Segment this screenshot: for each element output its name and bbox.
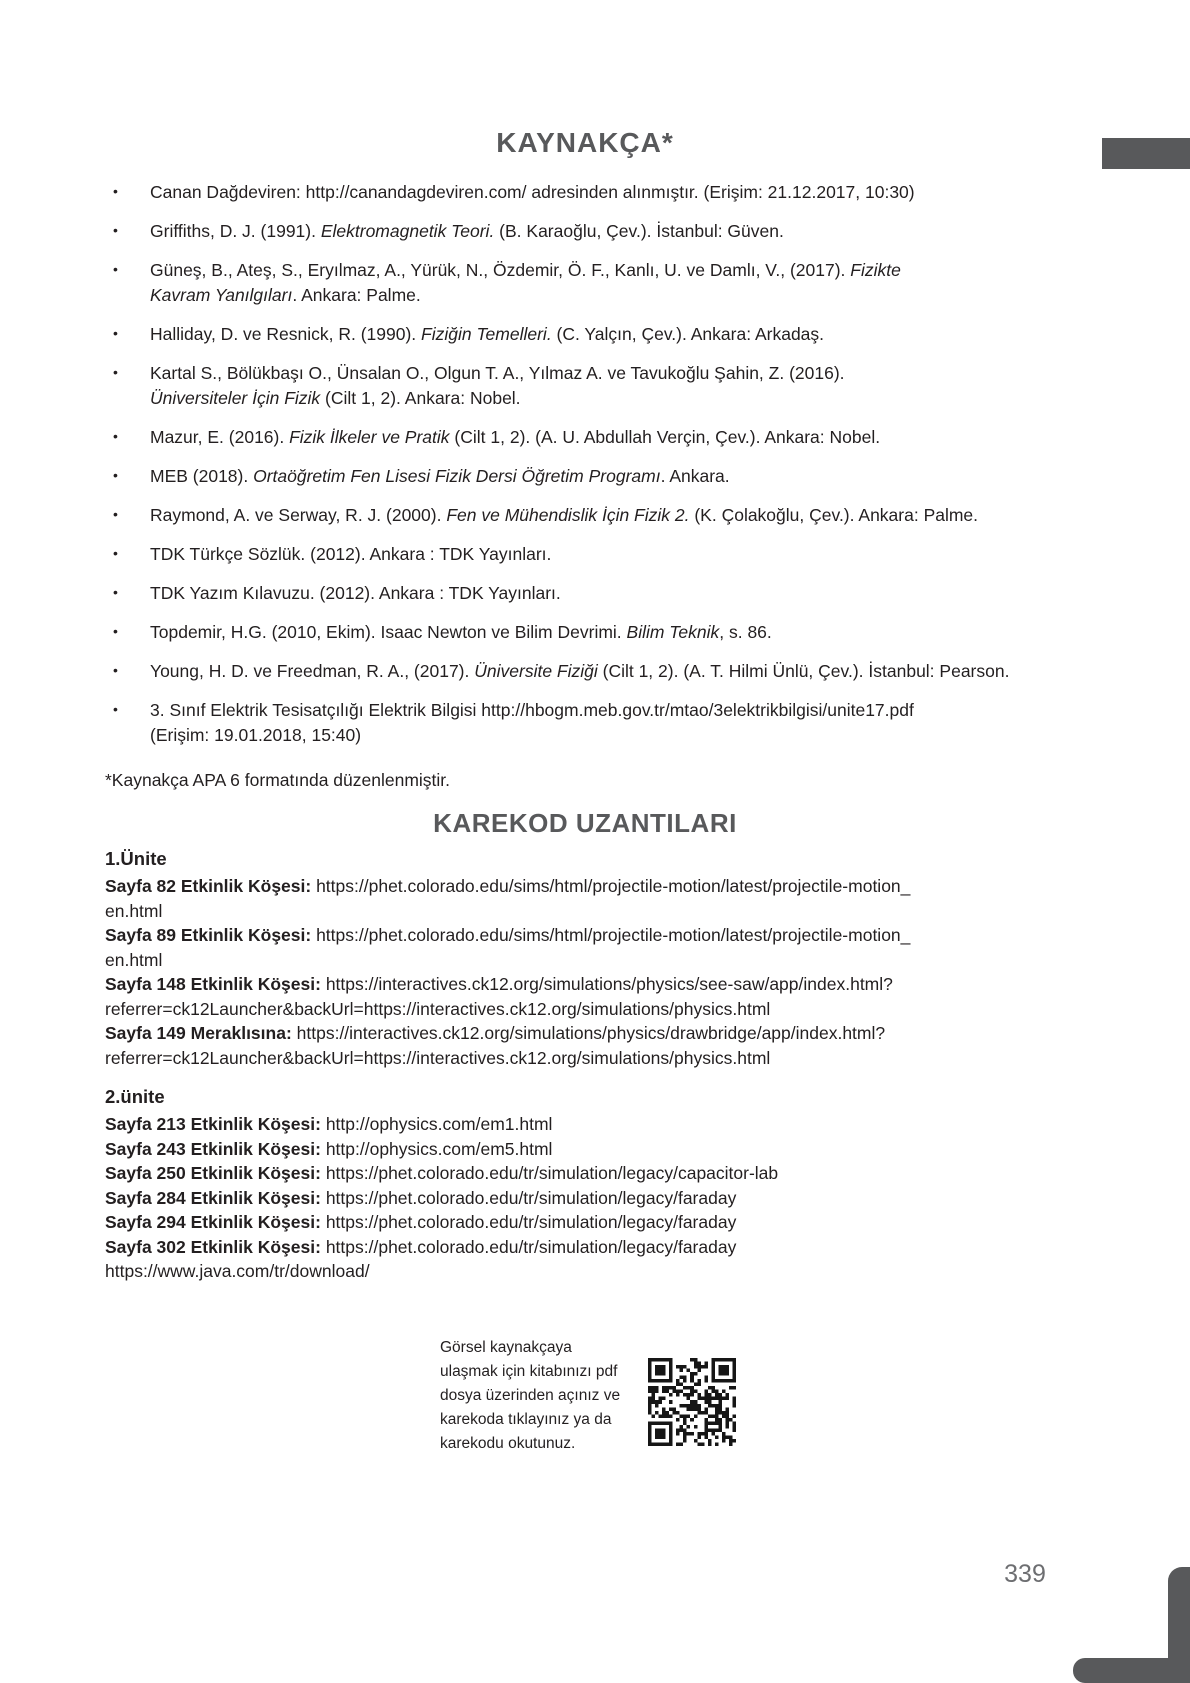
karekod-entry-url: en.html: [105, 900, 163, 921]
reference-item: [105, 503, 1065, 528]
karekod-entry-label: Sayfa 294 Etkinlik Köşesi:: [105, 1212, 326, 1232]
karekod-entry-label: Sayfa 89 Etkinlik Köşesi:: [105, 925, 317, 945]
karekod-heading: KAREKOD UZANTILARI: [433, 808, 737, 838]
reference-text: Mazur, E. (2016). Fizik İlkeler ve Pratik (Cilt 1, 2). (A. U. Abdullah Verçin, Çev.). Ankara: Nobel.: [150, 427, 881, 447]
karekod-entry-url: https://phet.colorado.edu/sims/html/projectile-motion/latest/projectile-motion_: [316, 876, 911, 896]
karekod-entry-url: https://phet.colorado.edu/sims/html/projectile-motion/latest/projectile-motion_: [316, 925, 911, 945]
qr-instruction-line: karekoda tıklayınız ya da: [440, 1411, 612, 1428]
reference-text: TDK Yazım Kılavuzu. (2012). Ankara : TDK Yayınları.: [150, 583, 561, 603]
reference-text: Halliday, D. ve Resnick, R. (1990). Fiziğin Temelleri. (C. Yalçın, Çev.). Ankara: Arkadaş.: [150, 324, 825, 344]
karekod-entry-continuation: [105, 899, 1065, 924]
karekod-entry-url: referrer=ck12Launcher&backUrl=https://interactives.ck12.org/simulations/physics.html: [105, 1047, 771, 1068]
karekod-section-title: 2.ünite: [105, 1086, 165, 1107]
karekod-entry-label: Sayfa 302 Etkinlik Köşesi:: [105, 1236, 326, 1257]
karekod-entry: [105, 1259, 1065, 1284]
qr-code-svg: [648, 1358, 736, 1446]
bullet-icon: •: [113, 222, 118, 238]
qr-code[interactable]: [648, 1358, 736, 1446]
qr-instruction-text: [440, 1336, 636, 1456]
reference-item: [105, 659, 1065, 684]
bullet-icon: •: [113, 506, 118, 522]
bullet-icon: •: [113, 183, 118, 199]
references-list: [105, 180, 1065, 748]
bottom-corner-tab-horizontal: [1073, 1658, 1190, 1683]
reference-text: 3. Sınıf Elektrik Tesisatçılığı Elektrik Bilgisi http://hbogm.meb.gov.tr/mtao/3elektrikbilgisi/unite17.pdf (Erişim: 19.01.2018, 15:40): [150, 700, 914, 745]
karekod-entry-label: Sayfa 243 Etkinlik Köşesi:: [105, 1138, 326, 1159]
reference-item: [105, 180, 1065, 205]
karekod-section: [105, 846, 1065, 1070]
bullet-icon: •: [113, 623, 118, 639]
karekod-entry-url: http://ophysics.com/em5.html: [325, 1138, 553, 1159]
reference-item: [105, 219, 1065, 244]
bullet-icon: •: [113, 467, 118, 483]
karekod-entry: [105, 1112, 1065, 1137]
page-title: KAYNAKÇA*: [496, 127, 674, 158]
karekod-entry: [105, 1186, 1065, 1211]
bullet-icon: •: [113, 701, 118, 717]
karekod-entry-url: https://phet.colorado.edu/tr/simulation/legacy/capacitor-lab: [325, 1163, 779, 1183]
karekod-entry-url: http://ophysics.com/em1.html: [325, 1114, 553, 1134]
bullet-icon: •: [113, 584, 118, 600]
karekod-sections: [105, 846, 1065, 1284]
main-content: [105, 128, 1065, 1284]
karekod-entry: [105, 1210, 1065, 1235]
karekod-entry-url: https://www.java.com/tr/download/: [105, 1261, 370, 1281]
karekod-entry-url: https://phet.colorado.edu/tr/simulation/legacy/faraday: [325, 1187, 737, 1208]
karekod-entry-url: https://interactives.ck12.org/simulations/physics/see-saw/app/index.html?: [325, 974, 893, 994]
karekod-section-title: 1.Ünite: [105, 848, 167, 869]
qr-instruction-line: ulaşmak için kitabınızı pdf: [440, 1363, 618, 1380]
bullet-icon: •: [113, 428, 118, 444]
karekod-entry-url: en.html: [105, 949, 163, 970]
bullet-icon: •: [113, 545, 118, 561]
bullet-icon: •: [113, 261, 118, 277]
karekod-entry-label: Sayfa 250 Etkinlik Köşesi:: [105, 1163, 326, 1183]
reference-item: [105, 581, 1065, 606]
karekod-entry-url: https://phet.colorado.edu/tr/simulation/legacy/faraday: [325, 1236, 737, 1257]
reference-item: [105, 425, 1065, 450]
reference-item: [105, 620, 1065, 645]
karekod-entry-continuation: [105, 1046, 1065, 1071]
karekod-entry-label: Sayfa 213 Etkinlik Köşesi:: [105, 1114, 326, 1134]
karekod-entry-label: Sayfa 149 Meraklısına:: [105, 1023, 297, 1043]
reference-item: [105, 542, 1065, 567]
chapter-edge-tab: [1102, 138, 1190, 169]
apa-footnote: *Kaynakça APA 6 formatında düzenlenmiştir.: [105, 770, 451, 790]
karekod-entry: [105, 923, 1065, 948]
bullet-icon: •: [113, 325, 118, 341]
karekod-entry: [105, 874, 1065, 899]
reference-text: Young, H. D. ve Freedman, R. A., (2017). Üniversite Fiziği (Cilt 1, 2). (A. T. Hilmi Ünlü, Çev.). İstanbul: Pearson.: [150, 661, 1010, 681]
karekod-entry-label: Sayfa 82 Etkinlik Köşesi:: [105, 876, 317, 896]
karekod-entry: [105, 1021, 1065, 1046]
reference-text: Griffiths, D. J. (1991). Elektromagnetik Teori. (B. Karaoğlu, Çev.). İstanbul: Güven.: [150, 221, 784, 241]
karekod-entry-label: Sayfa 284 Etkinlik Köşesi:: [105, 1187, 326, 1208]
karekod-entry-label: Sayfa 148 Etkinlik Köşesi:: [105, 974, 326, 994]
qr-instruction-line: karekodu okutunuz.: [440, 1435, 576, 1452]
karekod-entry-url: referrer=ck12Launcher&backUrl=https://interactives.ck12.org/simulations/physics.html: [105, 998, 771, 1019]
reference-text: Kartal S., Bölükbaşı O., Ünsalan O., Olgun T. A., Yılmaz A. ve Tavukoğlu Şahin, Z. (2016). Üniversiteler İçin Fizik (Cilt 1, 2). Ankara: Nobel.: [150, 363, 845, 408]
karekod-entry-continuation: [105, 948, 1065, 973]
karekod-entry: [105, 1137, 1065, 1162]
qr-instruction-line: Görsel kaynakçaya: [440, 1339, 572, 1356]
karekod-entry-url: https://interactives.ck12.org/simulations/physics/drawbridge/app/index.html?: [296, 1023, 886, 1043]
page-number: 339: [1004, 1560, 1046, 1588]
reference-item: [105, 322, 1065, 347]
reference-text: Canan Dağdeviren: http://canandagdeviren.com/ adresinden alınmıştır. (Erişim: 21.12.2017, 10:30): [150, 182, 915, 202]
karekod-entry-url: https://phet.colorado.edu/tr/simulation/legacy/faraday: [325, 1212, 737, 1232]
reference-item: [105, 464, 1065, 489]
karekod-entry: [105, 972, 1065, 997]
reference-text: Raymond, A. ve Serway, R. J. (2000). Fen ve Mühendislik İçin Fizik 2. (K. Çolakoğlu, Çev.). Ankara: Palme.: [150, 505, 979, 525]
reference-item: [105, 361, 1065, 411]
reference-text: TDK Türkçe Sözlük. (2012). Ankara : TDK Yayınları.: [150, 544, 552, 564]
reference-text: Topdemir, H.G. (2010, Ekim). Isaac Newton ve Bilim Devrimi. Bilim Teknik, s. 86.: [150, 622, 772, 642]
karekod-entry: [105, 1235, 1065, 1260]
bullet-icon: •: [113, 662, 118, 678]
reference-item: [105, 258, 1065, 308]
karekod-entry: [105, 1161, 1065, 1186]
reference-item: [105, 698, 1065, 748]
qr-instruction-line: dosya üzerinden açınız ve: [440, 1387, 621, 1404]
karekod-section: [105, 1084, 1065, 1284]
reference-text: MEB (2018). Ortaöğretim Fen Lisesi Fizik Dersi Öğretim Programı. Ankara.: [150, 466, 730, 486]
karekod-entry-continuation: [105, 997, 1065, 1022]
qr-block: [440, 1336, 736, 1456]
bullet-icon: •: [113, 364, 118, 380]
reference-text: Güneş, B., Ateş, S., Eryılmaz, A., Yürük, N., Özdemir, Ö. F., Kanlı, U. ve Damlı, V., (2017). Fizikte Kavram Yanılgıları. Ankara: Palme.: [150, 260, 901, 305]
